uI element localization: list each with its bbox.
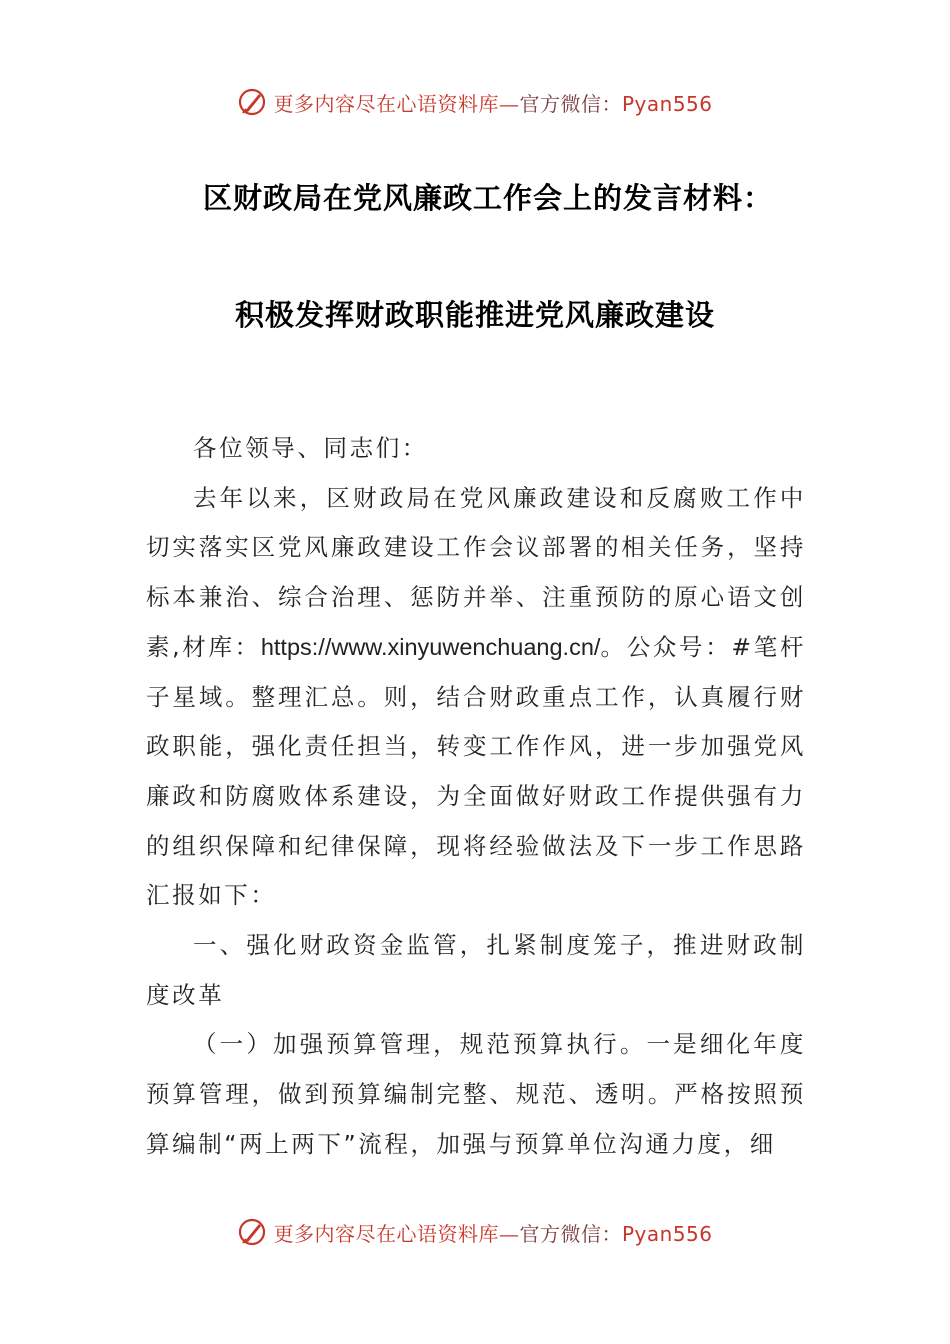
- watermark-id: Pyan556: [621, 1221, 713, 1246]
- watermark-separator: —: [498, 91, 520, 116]
- page-title: 区财政局在党风廉政工作会上的发言材料：: [202, 181, 773, 215]
- watermark-label: 官方微信：: [519, 91, 622, 116]
- section-heading-1: 一、强化财政资金监管，扎紧制度笼子，推进财政制度改革: [146, 931, 806, 1009]
- watermark-text: [273, 88, 712, 117]
- watermark-text: [273, 1218, 712, 1247]
- paragraph-intro-part1: 去年以来，区财政局在党风廉政建设和反腐败工作中切实落实区党风廉政建设工作会议部署的相关任务，坚持标本兼治、综合治理、惩防并举、注重预防的原心语文创素,材库：: [146, 483, 806, 661]
- watermark-label: 官方微信：: [519, 1221, 622, 1246]
- watermark-header: [0, 82, 950, 122]
- quill-pen-icon: [237, 1217, 267, 1247]
- watermark-separator: —: [498, 1221, 520, 1246]
- paragraph-budget: （一）加强预算管理，规范预算执行。一是细化年度预算管理，做到预算编制完整、规范、透明。严格按照预算编制“两上两下”流程，加强与预算单位沟通力度，细: [146, 1030, 806, 1158]
- paragraph-intro-part2: 。公众号：#笔杆子星域。整理汇总。则，结合财政重点工作，认真履行财政职能，强化责任担当，转变工作作风，进一步加强党风廉政和防腐败体系建设，为全面做好财政工作提供强有力的组织保障和纪律保障，现将经验做法及下一步工作思路汇报如下：: [146, 632, 806, 910]
- page-subtitle: 积极发挥财政职能推进党风廉政建设: [234, 298, 715, 332]
- source-url: https://www.xinyuwenchuang.cn/: [260, 633, 601, 660]
- watermark-id: Pyan556: [621, 91, 713, 116]
- greeting: 各位领导、同志们：: [193, 434, 428, 462]
- quill-pen-icon: [237, 87, 267, 117]
- watermark-main: 更多内容尽在心语资料库: [273, 1221, 499, 1246]
- document-body: [146, 424, 806, 1170]
- watermark-footer: [0, 1212, 950, 1252]
- paragraph-intro: [146, 474, 806, 921]
- watermark-main: 更多内容尽在心语资料库: [273, 91, 499, 116]
